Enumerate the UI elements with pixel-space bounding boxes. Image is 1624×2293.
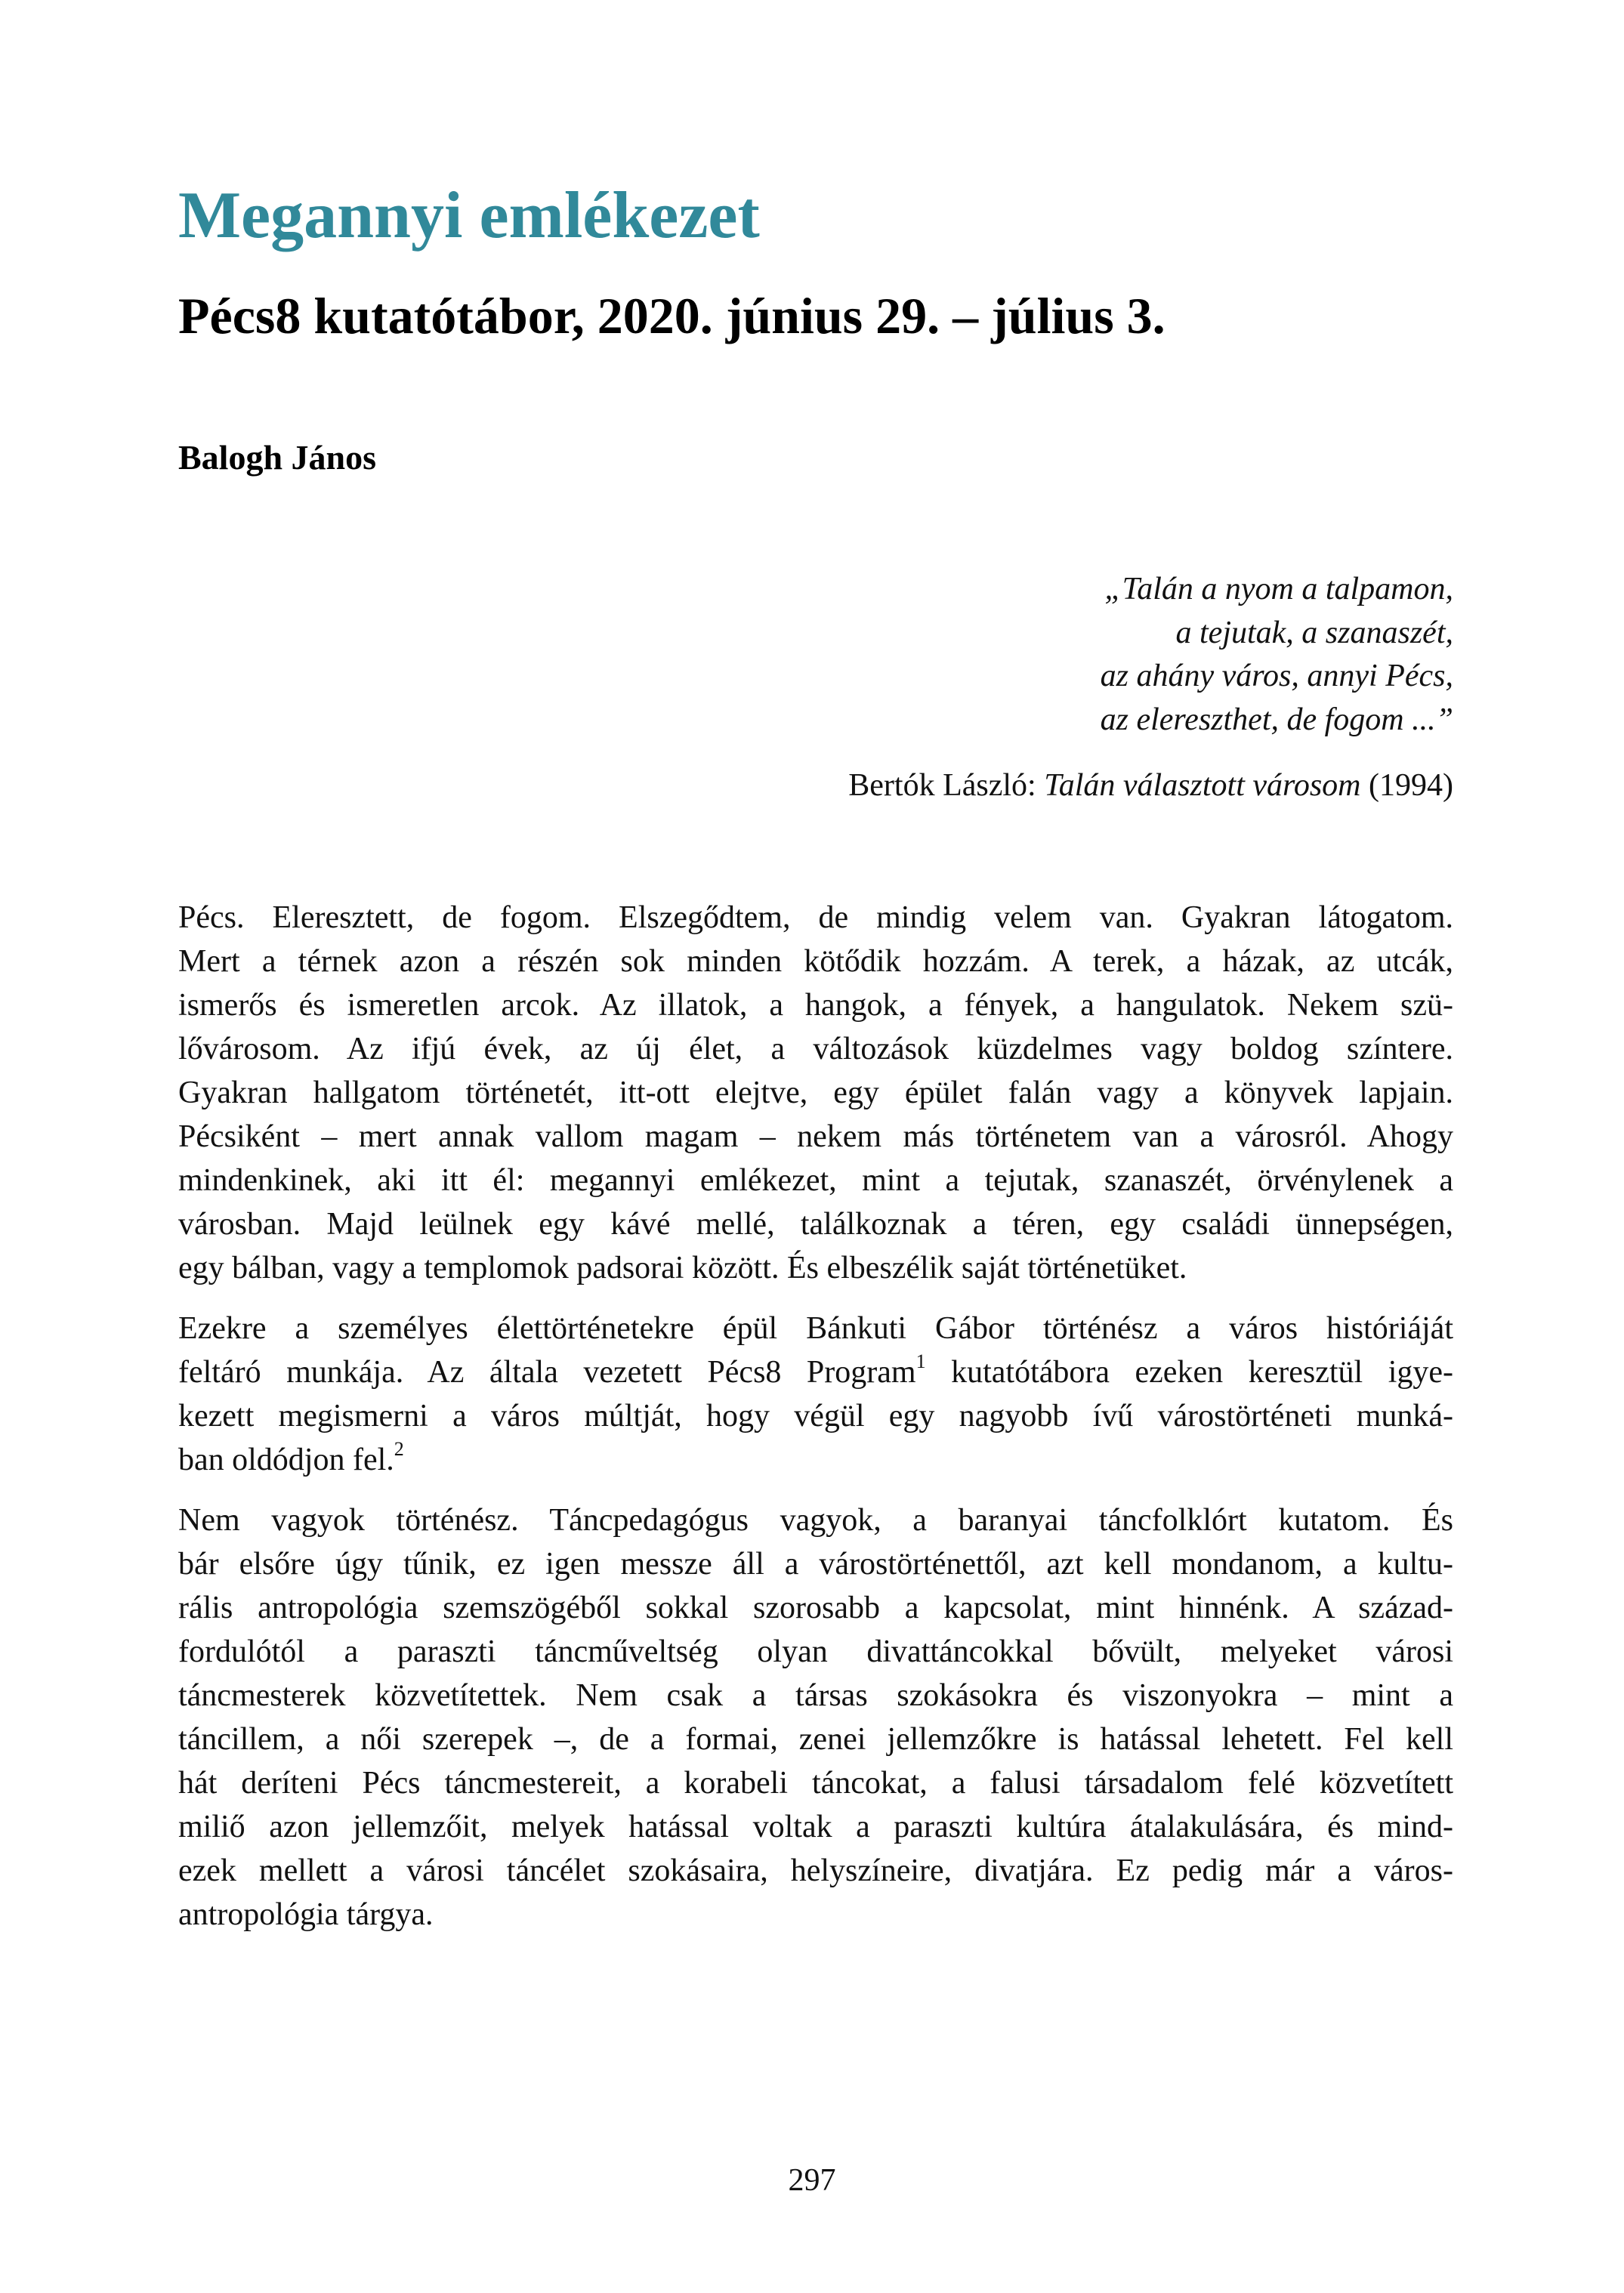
text-line: rális antropológia szemszögéből sokkal szorosabb a kapcsolat, mint hinnénk. A század-: [178, 1591, 1453, 1625]
text-line: antropológia tárgya.: [178, 1897, 434, 1932]
text-line: miliő azon jellemzőit, melyek hatással voltak a paraszti kultúra átalakulására, és mind-: [178, 1810, 1453, 1844]
text-line: Ezekre a személyes élettörténetekre épül Bánkuti Gábor történész a város históriáját: [178, 1311, 1453, 1346]
text-line: hát deríteni Pécs táncmestereit, a korabeli táncokat, a falusi társadalom felé közvetített: [178, 1766, 1453, 1801]
text-line: városban. Majd leülnek egy kávé mellé, találkoznak a téren, egy családi ünnepségen,: [178, 1207, 1453, 1242]
text-segment: kutatótábora ezeken keresztül igye-: [925, 1355, 1453, 1390]
epigraph-line: a tejutak, a szanaszét,: [1175, 615, 1453, 650]
text-line: fordulótól a paraszti táncműveltség olyan divattáncokkal bővült, melyeket városi: [178, 1634, 1453, 1669]
page-number: 297: [788, 2163, 836, 2198]
text-line: egy bálban, vagy a templomok padsorai között. És elbeszélik saját történetüket.: [178, 1251, 1187, 1285]
text-segment: ban oldódjon fel.: [178, 1443, 394, 1477]
attribution-year: (1994): [1369, 768, 1453, 803]
article-title: Megannyi emlékezet: [178, 179, 760, 252]
footnote-ref-2[interactable]: 2: [394, 1438, 404, 1460]
epigraph-line: az elereszthet, de fogom ...”: [1100, 702, 1453, 737]
text-line: ezek mellett a városi táncélet szokásaira, helyszíneire, divatjára. Ez pedig már a város-: [178, 1853, 1453, 1888]
article-author: Balogh János: [178, 438, 377, 477]
text-line: mindenkinek, aki itt él: megannyi emlékezet, mint a tejutak, szanaszét, örvénylenek a: [178, 1163, 1453, 1198]
text-line: táncmesterek közvetítettek. Nem csak a társas szokásokra és viszonyokra – mint a: [178, 1678, 1453, 1713]
text-segment: feltáró munkája. Az általa vezetett Pécs8 Program: [178, 1355, 916, 1390]
paragraph-2: [178, 1307, 1453, 1482]
paragraph-1: [178, 896, 1453, 1290]
text-line: táncillem, a női szerepek –, de a formai, zenei jellemzőkre is hatással lehetett. Fel kell: [178, 1722, 1453, 1757]
text-line: kezett megismerni a város múltját, hogy végül egy nagyobb ívű várostörténeti munká-: [178, 1399, 1453, 1434]
text-line: Pécsiként – mert annak vallom magam – nekem más történetem van a városról. Ahogy: [178, 1119, 1453, 1154]
epigraph-line: „Talán a nyom a talpamon,: [1104, 572, 1453, 606]
epigraph-attribution: [848, 764, 1453, 808]
article-subtitle: Pécs8 kutatótábor, 2020. június 29. – július 3.: [178, 287, 1166, 344]
footnote-ref-1[interactable]: 1: [915, 1350, 926, 1372]
attribution-work: Talán választott városom: [1044, 768, 1361, 803]
attribution-author: Bertók László:: [848, 768, 1036, 803]
text-line: Mert a térnek azon a részén sok minden kötődik hozzám. A terek, a házak, az utcák,: [178, 944, 1453, 979]
text-line-with-footnote: [178, 1438, 1453, 1482]
text-line: Nem vagyok történész. Táncpedagógus vagyok, a baranyai táncfolklórt kutatom. És: [178, 1503, 1453, 1538]
epigraph-line: az ahány város, annyi Pécs,: [1100, 659, 1453, 693]
text-line: ismerős és ismeretlen arcok. Az illatok, a hangok, a fények, a hangulatok. Nekem szü-: [178, 988, 1453, 1023]
text-line-with-footnote: [178, 1350, 1453, 1394]
text-line: lővárosom. Az ifjú évek, az új élet, a változások küzdelmes vagy boldog színtere.: [178, 1032, 1453, 1066]
epigraph: [848, 568, 1453, 808]
paragraph-3: [178, 1498, 1453, 1937]
text-line: Pécs. Eleresztett, de fogom. Elszegődtem, de mindig velem van. Gyakran látogatom.: [178, 900, 1453, 935]
text-line: bár elsőre úgy tűnik, ez igen messze áll a várostörténettől, azt kell mondanom, a kultu-: [178, 1547, 1453, 1582]
text-line: Gyakran hallgatom történetét, itt-ott elejtve, egy épület falán vagy a könyvek lapjain.: [178, 1076, 1453, 1110]
body-text: [178, 896, 1453, 1953]
